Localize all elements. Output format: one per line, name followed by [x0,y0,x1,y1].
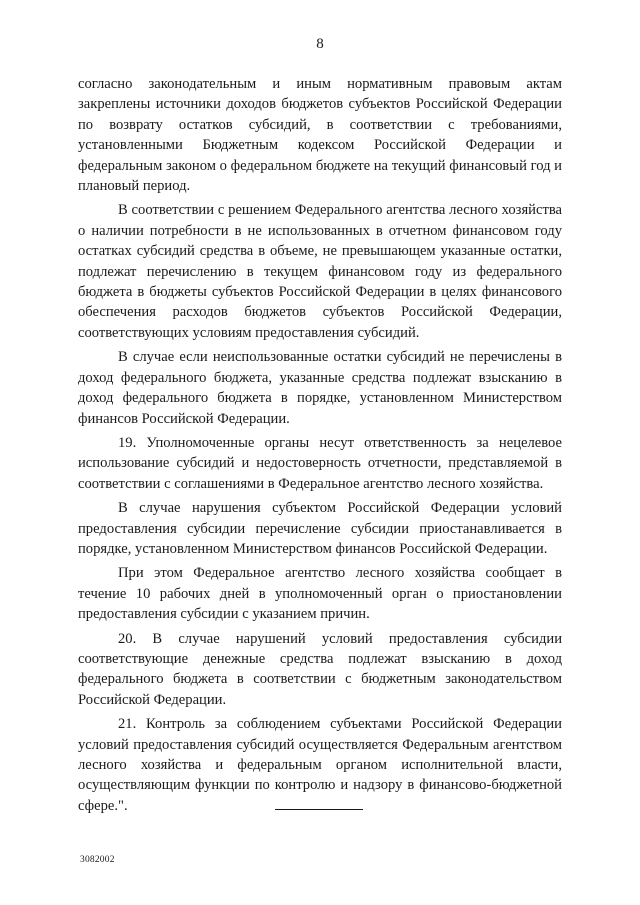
paragraph-clause-21: 21. Контроль за соблюдением субъектами Российской Федерации условий предоставления субсидий осуществляется Федеральным агентством лесного хозяйства и федеральным органом исполнительной власти, осуществляющим функции по контролю и надзору в финансово-бюджетной сфере.". [78,716,562,814]
paragraph-notification: При этом Федеральное агентство лесного хозяйства сообщает в течение 10 рабочих дней в уполномоченный орган о приостановлении предоставления субсидии с указанием причин. [78,565,562,623]
closing-rule [275,809,363,810]
page-number: 8 [316,36,324,52]
paragraph-reallocation-decision: В соответствии с решением Федерального агентства лесного хозяйства о наличии потребности в не использованных в отчетном финансовом году остатках субсидий средства в объеме, не превышающем указанные остатки, подлежат перечислению в текущем финансовом году из федерального бюджета в бюджеты субъектов Российской Федерации в целях финансового обеспечения расходов бюджетов субъектов Российской Федерации, соответствующих условиям предоставления субсидий. [78,202,562,341]
paragraph-suspension: В случае нарушения субъектом Российской Федерации условий предоставления субсидии перечисление субсидии приостанавливается в порядке, установленном Министерством финансов Российской Федерации. [78,500,562,557]
document-body [78,74,562,820]
paragraph-recovery-of-residuals: В случае если неиспользованные остатки субсидий не перечислены в доход федерального бюджета, указанные средства подлежат взысканию в доход федерального бюджета в порядке, установленном Министерством финансов Российской Федерации. [78,349,562,427]
paragraph-clause-19: 19. Уполномоченные органы несут ответственность за нецелевое использование субсидий и недостоверность отчетности, представляемой в соответствии с соглашениями в Федеральное агентство лесного хозяйства. [78,434,562,492]
paragraph-clause-20: 20. В случае нарушений условий предоставления субсидии соответствующие денежные средства подлежат взысканию в доход федерального бюджета в соответствии с бюджетным законодательством Российской Федерации. [78,630,562,708]
paragraph-continuation: согласно законодательным и иным нормативным правовым актам закреплены источники доходов бюджетов субъектов Российской Федерации по возврату остатков субсидий, в соответствии с требованиями, установленными Бюджетным кодексом Российской Федерации и федеральным законом о федеральном бюджете на текущий финансовый год и плановый период. [78,76,562,195]
document-code: 3082002 [80,855,115,865]
